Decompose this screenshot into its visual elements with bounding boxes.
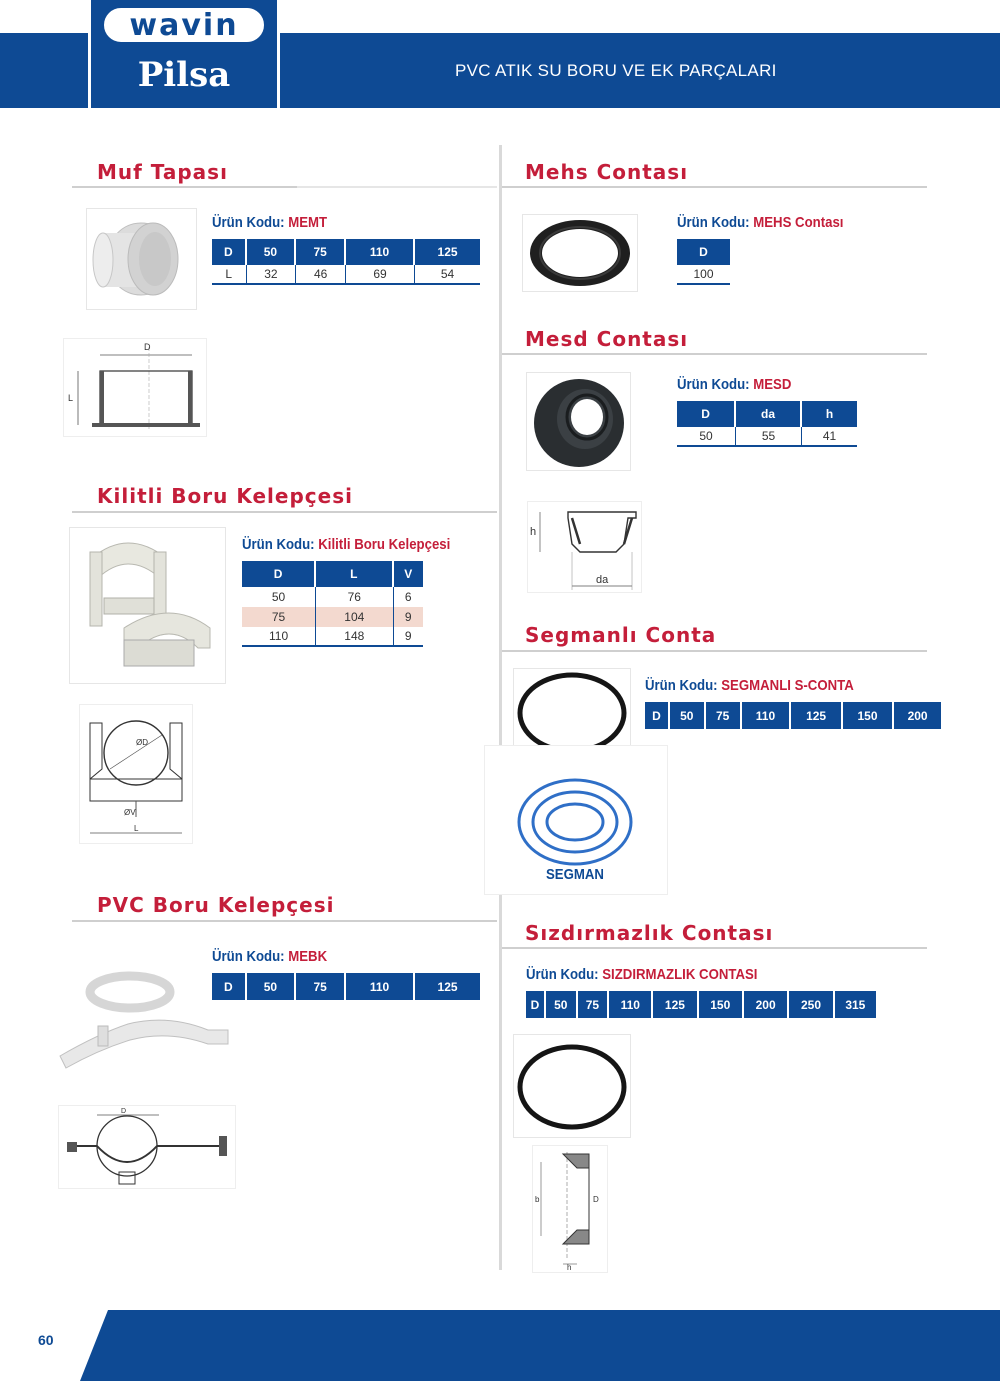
code-label: Ürün Kodu: (677, 214, 750, 231)
table-cell: 104 (316, 607, 393, 627)
code-value: MESD (753, 376, 792, 393)
dim-label-b: b (535, 1195, 540, 1204)
footer-bar (0, 1310, 1000, 1381)
dim-label-da: da (596, 574, 609, 586)
table-cell: 75 (242, 607, 316, 627)
dim-label-l: L (134, 824, 139, 833)
code-value: SEGMANLI S-CONTA (721, 677, 854, 694)
product-photo-mehs-conta (522, 214, 638, 292)
product-code-pvc (212, 948, 327, 965)
table-header: 110 (609, 991, 653, 1018)
table-row (242, 607, 423, 627)
table-header: 75 (296, 973, 346, 1000)
section-title-mehs: Mehs Contası (525, 160, 689, 184)
section-underline (72, 511, 497, 513)
spec-table-muf (212, 239, 480, 285)
technical-drawing-pvc (58, 1105, 236, 1189)
table-header: 50 (546, 991, 578, 1018)
table-cell: 54 (415, 265, 480, 285)
table-header: h (802, 401, 857, 427)
technical-drawing-sizdirmazlik (532, 1145, 608, 1273)
product-code-mehs (677, 214, 843, 231)
product-code-muf (212, 214, 327, 231)
section-underline (502, 947, 927, 949)
table-header: 150 (843, 702, 894, 729)
table-header: D (677, 239, 730, 265)
section-underline (72, 920, 497, 922)
table-header: 125 (791, 702, 842, 729)
code-label: Ürün Kodu: (212, 214, 285, 231)
code-value: MEHS Contası (753, 214, 844, 231)
product-photo-segmanli-conta (513, 668, 631, 756)
table-header: D (677, 401, 736, 427)
page-number: 60 (38, 1332, 54, 1348)
table-header: 50 (670, 702, 706, 729)
code-label: Ürün Kodu: (242, 536, 315, 553)
table-row (677, 265, 730, 285)
pilsa-logo: Pilsa (137, 55, 231, 95)
section-underline (502, 650, 927, 652)
table-cell: 76 (316, 587, 393, 607)
table-header: D (526, 991, 546, 1018)
table-header: D (212, 973, 247, 1000)
table-header: 200 (744, 991, 789, 1018)
table-header: 75 (296, 239, 346, 265)
product-code-mesd (677, 376, 791, 393)
wavin-logo: wavin (100, 4, 268, 46)
product-code-kilitli (242, 536, 450, 553)
section-underline (72, 186, 297, 188)
table-cell: 100 (677, 265, 730, 285)
spec-table-mesd (677, 401, 857, 447)
spec-table-mehs (677, 239, 730, 285)
product-photo-kilitli-kelepce (69, 527, 226, 684)
table-row (242, 587, 423, 607)
table-header: 315 (835, 991, 876, 1018)
table-header: 125 (415, 239, 480, 265)
table-cell: 9 (394, 607, 424, 627)
table-cell: 46 (296, 265, 346, 285)
table-header: 50 (247, 973, 297, 1000)
table-cell: 55 (736, 427, 802, 447)
section-title-kilitli: Kilitli Boru Kelepçesi (97, 484, 353, 508)
product-code-sizdirmazlik (526, 966, 757, 983)
table-header: 110 (742, 702, 792, 729)
dim-label-v: ØV (124, 808, 136, 817)
section-title-muf: Muf Tapası (97, 160, 228, 184)
dim-label-d: D (593, 1195, 599, 1204)
section-title-pvc: PVC Boru Kelepçesi (97, 893, 335, 917)
section-title-segmanli: Segmanlı Conta (525, 623, 717, 647)
table-header: D (645, 702, 670, 729)
spec-table-kilitli (242, 561, 423, 647)
spec-table-pvc (212, 973, 480, 1000)
table-header: 75 (578, 991, 610, 1018)
table-cell: 50 (677, 427, 736, 447)
table-header: L (316, 561, 393, 587)
code-label: Ürün Kodu: (677, 376, 750, 393)
code-value: MEBK (288, 948, 328, 965)
table-header: 250 (789, 991, 834, 1018)
table-cell: L (212, 265, 247, 285)
table-header: 200 (894, 702, 941, 729)
table-header: 150 (699, 991, 744, 1018)
table-cell: 6 (404, 590, 412, 604)
table-header: 125 (415, 973, 480, 1000)
table-header: D (212, 239, 247, 265)
code-label: Ürün Kodu: (645, 677, 718, 694)
section-underline (297, 186, 497, 188)
dim-label-d: D (144, 342, 151, 352)
code-value: MEMT (288, 214, 328, 231)
technical-drawing-mesd (527, 501, 642, 593)
code-label: Ürün Kodu: (212, 948, 285, 965)
technical-drawing-muf (63, 338, 207, 437)
table-header: 50 (247, 239, 297, 265)
table-header: 110 (346, 973, 415, 1000)
segman-label: SEGMAN (546, 866, 604, 883)
table-cell: 110 (242, 627, 316, 647)
column-divider (499, 145, 502, 1270)
spec-table-segmanli (645, 702, 941, 729)
table-header: 110 (346, 239, 415, 265)
code-label: Ürün Kodu: (526, 966, 599, 983)
spec-table-sizdirmazlik (526, 991, 876, 1018)
table-cell: 32 (247, 265, 297, 285)
section-title-mesd: Mesd Contası (525, 327, 689, 351)
product-photo-muf-tapasi (86, 208, 197, 310)
product-code-segmanli (645, 677, 854, 694)
table-header: D (242, 561, 316, 587)
table-cell: 148 (316, 627, 393, 647)
dim-label-d: D (121, 1108, 127, 1115)
table-cell: 41 (802, 427, 857, 447)
product-photo-sizdirmazlik-conta (513, 1034, 631, 1138)
dim-label-l: L (68, 393, 74, 403)
section-underline (502, 353, 927, 355)
table-cell: 69 (346, 265, 415, 285)
product-photo-mesd-conta (526, 372, 631, 471)
table-header: 125 (653, 991, 698, 1018)
table-row (212, 265, 480, 285)
table-row (242, 627, 423, 647)
technical-drawing-kilitli (79, 704, 193, 844)
table-header: 75 (706, 702, 742, 729)
table-header: V (394, 561, 424, 587)
product-photo-pvc-kelepce (58, 964, 230, 1074)
code-value: SIZDIRMAZLIK CONTASI (602, 966, 758, 983)
page-header-title: PVC ATIK SU BORU VE EK PARÇALARI (455, 61, 777, 80)
dim-label-h: h (567, 1263, 572, 1272)
section-underline (502, 186, 927, 188)
table-row (677, 427, 857, 447)
table-header: da (736, 401, 802, 427)
code-value: Kilitli Boru Kelepçesi (318, 536, 451, 553)
dim-label-d: ØD (136, 738, 148, 747)
section-title-sizdirmazlik: Sızdırmazlık Contası (525, 921, 774, 945)
dim-label-h: h (530, 526, 537, 538)
table-cell: 50 (242, 587, 316, 607)
table-cell: 9 (394, 627, 424, 647)
